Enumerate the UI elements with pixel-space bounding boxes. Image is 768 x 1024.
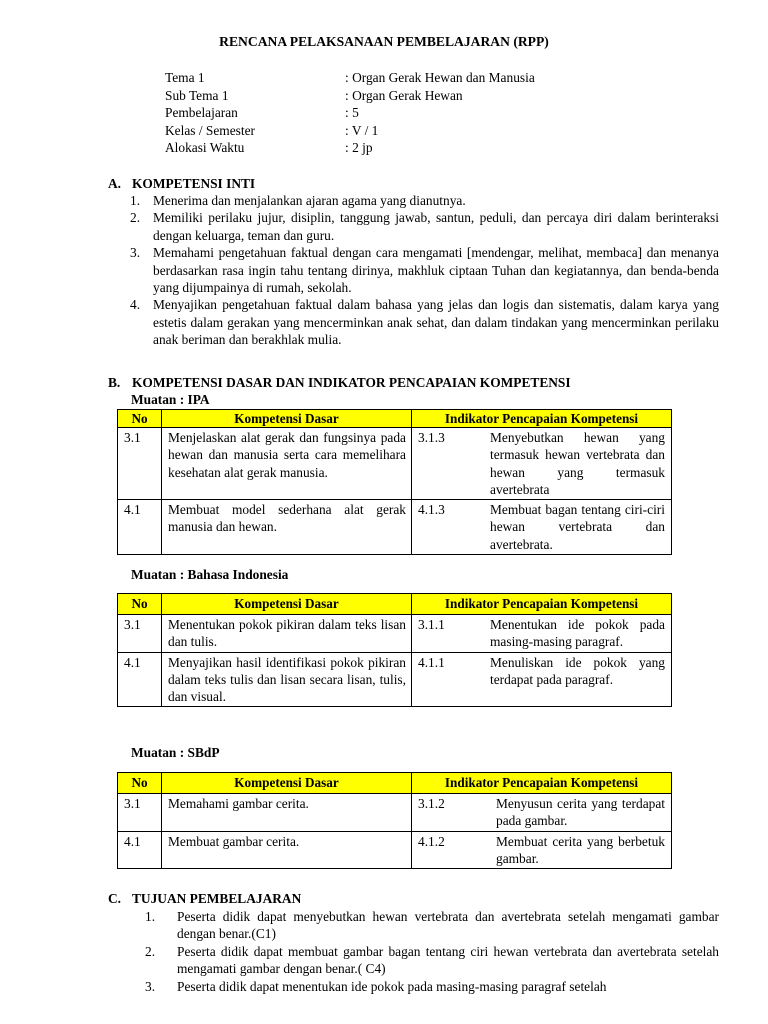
- info-label: Alokasi Waktu: [165, 140, 245, 155]
- item-text: Menerima dan menjalankan ajaran agama yang dianutnya.: [153, 193, 466, 208]
- table-row: [118, 615, 672, 653]
- table-row: [118, 831, 672, 869]
- section-c-heading: [108, 891, 301, 907]
- header-indikator: Indikator Pencapaian Kompetensi: [412, 410, 672, 428]
- item-text: Menyajikan pengetahuan faktual dalam bahasa yang jelas dan logis dan sistematis, dalam karya yang estetis dalam gerakan yang mencerminkan anak sehat, dan dalam tindakan yang mencerminkan perilaku anak beriman dan berakhlak mulia.: [153, 297, 719, 348]
- cell-no: 4.1: [118, 831, 162, 869]
- item-text: Memiliki perilaku jujur, disiplin, tanggung jawab, santun, peduli, dan percaya diri dalam berinteraksi dengan keluarga, teman dan guru.: [153, 210, 719, 243]
- muatan-ipa-label: Muatan : IPA: [131, 392, 210, 407]
- info-value: : Organ Gerak Hewan: [345, 87, 463, 103]
- ipk-text: Menyebutkan hewan yang termasuk hewan vertebrata dan hewan yang termasuk avertebrata: [490, 430, 665, 497]
- cell-ipk: [412, 500, 672, 555]
- list-item: [145, 943, 719, 978]
- cell-ipk: [412, 652, 672, 707]
- item-text: Peserta didik dapat menyebutkan hewan vertebrata dan avertebrata setelah mengamati gambar dengan benar.(C1): [177, 909, 719, 942]
- item-number: 4.: [130, 297, 141, 313]
- info-label: Kelas / Semester: [165, 122, 255, 138]
- info-row: [165, 122, 535, 140]
- ipk-text: Membuat cerita yang berbetuk gambar.: [496, 833, 665, 866]
- cell-no: 4.1: [118, 500, 162, 555]
- item-number: 3.: [145, 978, 156, 994]
- tujuan-list: [145, 908, 719, 995]
- header-kompetensi-dasar: Kompetensi Dasar: [162, 410, 412, 428]
- cell-kd: Membuat gambar cerita.: [162, 831, 412, 869]
- ipk-code: 3.1.1: [418, 617, 445, 632]
- section-letter: C.: [108, 891, 122, 906]
- cell-ipk: [412, 428, 672, 500]
- cell-ipk: [412, 831, 672, 869]
- item-number: 1.: [130, 193, 141, 208]
- ipk-text: Menyusun cerita yang terdapat pada gambar.: [496, 796, 665, 829]
- ipk-code: 4.1.2: [418, 833, 445, 849]
- list-item: [130, 244, 719, 296]
- item-number: 2.: [145, 943, 156, 959]
- list-item: [130, 192, 719, 209]
- item-text: Peserta didik dapat membuat gambar bagan tentang ciri hewan vertebrata dan avertebrata setelah mengamati gambar dengan benar.( C4): [177, 943, 719, 977]
- info-table: [165, 69, 535, 157]
- ipk-code: 4.1.1: [418, 654, 445, 670]
- muatan-bahasa-indonesia-label: Muatan : Bahasa Indonesia: [131, 567, 289, 582]
- header-kompetensi-dasar: Kompetensi Dasar: [162, 773, 412, 794]
- cell-no: 4.1: [118, 652, 162, 707]
- info-value: : 2 jp: [345, 140, 373, 155]
- ipk-code: 3.1.2: [418, 796, 445, 811]
- ipa-table: [117, 409, 672, 555]
- info-row: [165, 87, 535, 105]
- table-row: [118, 428, 672, 500]
- kompetensi-inti-list: [130, 192, 719, 349]
- info-value: : 5: [345, 105, 359, 120]
- header-indikator: Indikator Pencapaian Kompetensi: [412, 773, 672, 794]
- list-item: [145, 908, 719, 943]
- section-a-heading: [108, 176, 255, 192]
- info-row: [165, 104, 535, 122]
- info-row: [165, 139, 535, 157]
- item-text: Peserta didik dapat menentukan ide pokok pada masing-masing paragraf setelah: [177, 978, 607, 994]
- cell-ipk: [412, 615, 672, 653]
- section-title: TUJUAN PEMBELAJARAN: [132, 891, 302, 906]
- sbdp-table: [117, 772, 672, 869]
- table-row: [118, 500, 672, 555]
- table-header-row: [118, 594, 672, 615]
- document-title: RENCANA PELAKSANAAN PEMBELAJARAN (RPP): [219, 34, 549, 49]
- table-header-row: [118, 773, 672, 794]
- cell-ipk: [412, 794, 672, 832]
- header-no: No: [118, 410, 162, 428]
- header-no: No: [118, 773, 162, 794]
- table-header-row: [118, 410, 672, 428]
- table-row: [118, 794, 672, 832]
- cell-kd: Menjelaskan alat gerak dan fungsinya pada hewan dan manusia serta cara memelihara kesehatan alat gerak manusia.: [162, 428, 412, 500]
- item-number: 2.: [130, 210, 141, 226]
- info-label: Sub Tema 1: [165, 87, 229, 103]
- table-row: [118, 652, 672, 707]
- section-letter: B.: [108, 375, 121, 390]
- list-item: [130, 209, 719, 244]
- cell-kd: Menyajikan hasil identifikasi pokok pikiran dalam teks tulis dan lisan secara lisan, tulis, dan visual.: [162, 652, 412, 707]
- ipk-code: 4.1.3: [418, 502, 445, 518]
- item-text: Memahami pengetahuan faktual dengan cara mengamati [mendengar, melihat, membaca] dan menanya berdasarkan rasa ingin tahu tentang dirinya, makhluk ciptaan Tuhan dan kegiatannya, dan benda-benda yang dijumpainya di rumah, sekolah.: [153, 245, 719, 296]
- header-no: No: [118, 594, 162, 615]
- cell-kd: Menentukan pokok pikiran dalam teks lisan dan tulis.: [162, 615, 412, 653]
- cell-no: 3.1: [118, 428, 162, 500]
- ipk-text: Menentukan ide pokok pada masing-masing paragraf.: [490, 617, 665, 650]
- ipk-code: 3.1.3: [418, 430, 445, 445]
- info-value: : V / 1: [345, 122, 379, 138]
- bahasa-indonesia-table: [117, 593, 672, 707]
- header-indikator: Indikator Pencapaian Kompetensi: [412, 594, 672, 615]
- cell-no: 3.1: [118, 794, 162, 832]
- item-number: 1.: [145, 909, 156, 924]
- header-kompetensi-dasar: Kompetensi Dasar: [162, 594, 412, 615]
- cell-kd: Memahami gambar cerita.: [162, 794, 412, 832]
- info-label: Pembelajaran: [165, 105, 238, 120]
- info-label: Tema 1: [165, 70, 205, 85]
- section-letter: A.: [108, 176, 122, 191]
- cell-kd: Membuat model sederhana alat gerak manusia dan hewan.: [162, 500, 412, 555]
- muatan-sbdp-label: Muatan : SBdP: [131, 745, 220, 760]
- list-item: [145, 978, 719, 995]
- item-number: 3.: [130, 245, 141, 261]
- section-b-heading: [108, 375, 571, 391]
- ipk-text: Menuliskan ide pokok yang terdapat pada paragraf.: [490, 654, 665, 687]
- ipk-text: Membuat bagan tentang ciri-ciri hewan vertebrata dan avertebrata.: [490, 502, 665, 552]
- info-value: : Organ Gerak Hewan dan Manusia: [345, 70, 535, 85]
- info-row: [165, 69, 535, 87]
- section-title: KOMPETENSI DASAR DAN INDIKATOR PENCAPAIAN KOMPETENSI: [132, 375, 571, 390]
- list-item: [130, 296, 719, 348]
- cell-no: 3.1: [118, 615, 162, 653]
- section-title: KOMPETENSI INTI: [132, 176, 256, 191]
